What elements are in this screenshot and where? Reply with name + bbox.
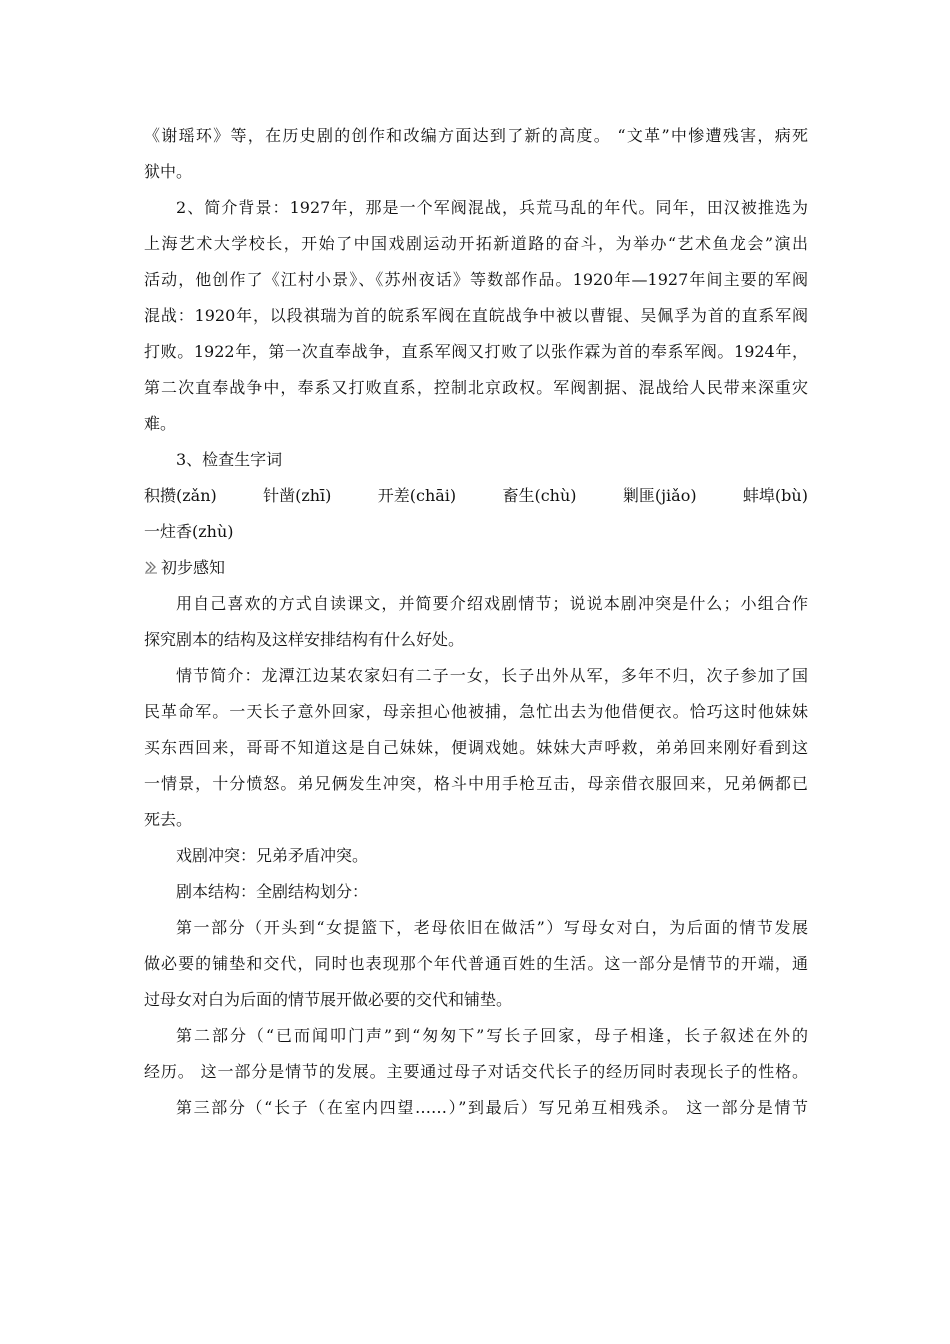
structure-heading: 剧本结构：全剧结构划分： [176,882,369,901]
vocab-item: 积攒(zǎn) [144,486,217,505]
task-line-2: 探究剧本的结构及这样安排结构有什么好处。 [144,630,465,649]
part1-line-3: 过母女对白为后面的情节展开做必要的交代和铺垫。 [144,990,513,1009]
background-line-1: 2、简介背景：1927年，那是一个军阀混战，兵荒马乱的年代。同年，田汉被推选为 [176,198,808,217]
vocab-row [144,478,808,514]
plot-line-3: 买东西回来，哥哥不知道这是自己妹妹，便调戏她。妹妹大声呼救，弟弟回来刚好看到这 [144,738,808,757]
section-mark-icon [144,551,158,565]
part2-line-1: 第二部分（“已而闻叩门声”到“匆匆下”写长子回家，母子相逢，长子叙述在外的 [176,1026,808,1045]
plot-line-5: 死去。 [144,810,193,829]
plot-line-1: 情节简介：龙潭江边某农家妇有二子一女，长子出外从军，多年不归，次子参加了国 [176,666,808,685]
part3-line-1: 第三部分（“长子（在室内四望……）”到最后）写兄弟互相残杀。 这一部分是情节 [176,1098,808,1117]
vocab-item: 开差(chāi) [377,486,457,505]
part2-line-2: 经历。 这一部分是情节的发展。主要通过母子对话交代长子的经历同时表现长子的性格。 [144,1062,808,1081]
part1-line-2: 做必要的铺垫和交代，同时也表现那个年代普通百姓的生活。这一部分是情节的开端，通 [144,954,808,973]
background-line-2: 上海艺术大学校长，开始了中国戏剧运动开拓新道路的奋斗，为举办“艺术鱼龙会”演出 [144,234,808,253]
background-line-6: 第二次直奉战争中，奉系又打败直系，控制北京政权。军阀割据、混战给人民带来深重灾 [144,378,808,397]
background-line-7: 难。 [144,414,177,433]
conflict-line: 戏剧冲突：兄弟矛盾冲突。 [176,846,369,865]
vocab-item: 针凿(zhī) [263,486,332,505]
section-heading-perception [144,550,808,586]
background-line-3: 活动，他创作了《江村小景》、《苏州夜话》等数部作品。1920年—1927年间主要的军阀 [144,270,808,289]
document-page [144,118,808,1126]
vocab-item: 剿匪(jiǎo) [622,486,697,505]
vocab-item: 蚌埠(bù) [742,486,808,505]
section-heading-text: 初步感知 [161,558,226,577]
intro-line-1: 《谢瑶环》等，在历史剧的创作和改编方面达到了新的高度。 “文革”中惨遭残害，病死 [144,126,808,145]
vocab-item: 畜生(chù) [502,486,577,505]
plot-line-2: 民革命军。一天长子意外回家，母亲担心他被捕，急忙出去为他借便衣。恰巧这时他妹妹 [144,702,808,721]
task-line-1: 用自己喜欢的方式自读课文，并简要介绍戏剧情节；说说本剧冲突是什么；小组合作 [176,594,808,613]
background-line-4: 混战：1920年，以段祺瑞为首的皖系军阀在直皖战争中被以曹锟、吴佩孚为首的直系军阀 [144,306,808,325]
part1-line-1: 第一部分（开头到“女提篮下，老母依旧在做活”）写母女对白，为后面的情节发展 [176,918,808,937]
background-line-5: 打败。1922年，第一次直奉战争，直系军阀又打败了以张作霖为首的奉系军阀。1924年， [144,342,808,361]
plot-line-4: 一情景，十分愤怒。弟兄俩发生冲突，格斗中用手枪互击，母亲借衣服回来，兄弟俩都已 [144,774,808,793]
vocab-heading: 3、检查生字词 [176,450,283,469]
vocab-item-last: 一炷香(zhù) [144,522,234,541]
intro-line-2: 狱中。 [144,162,193,181]
